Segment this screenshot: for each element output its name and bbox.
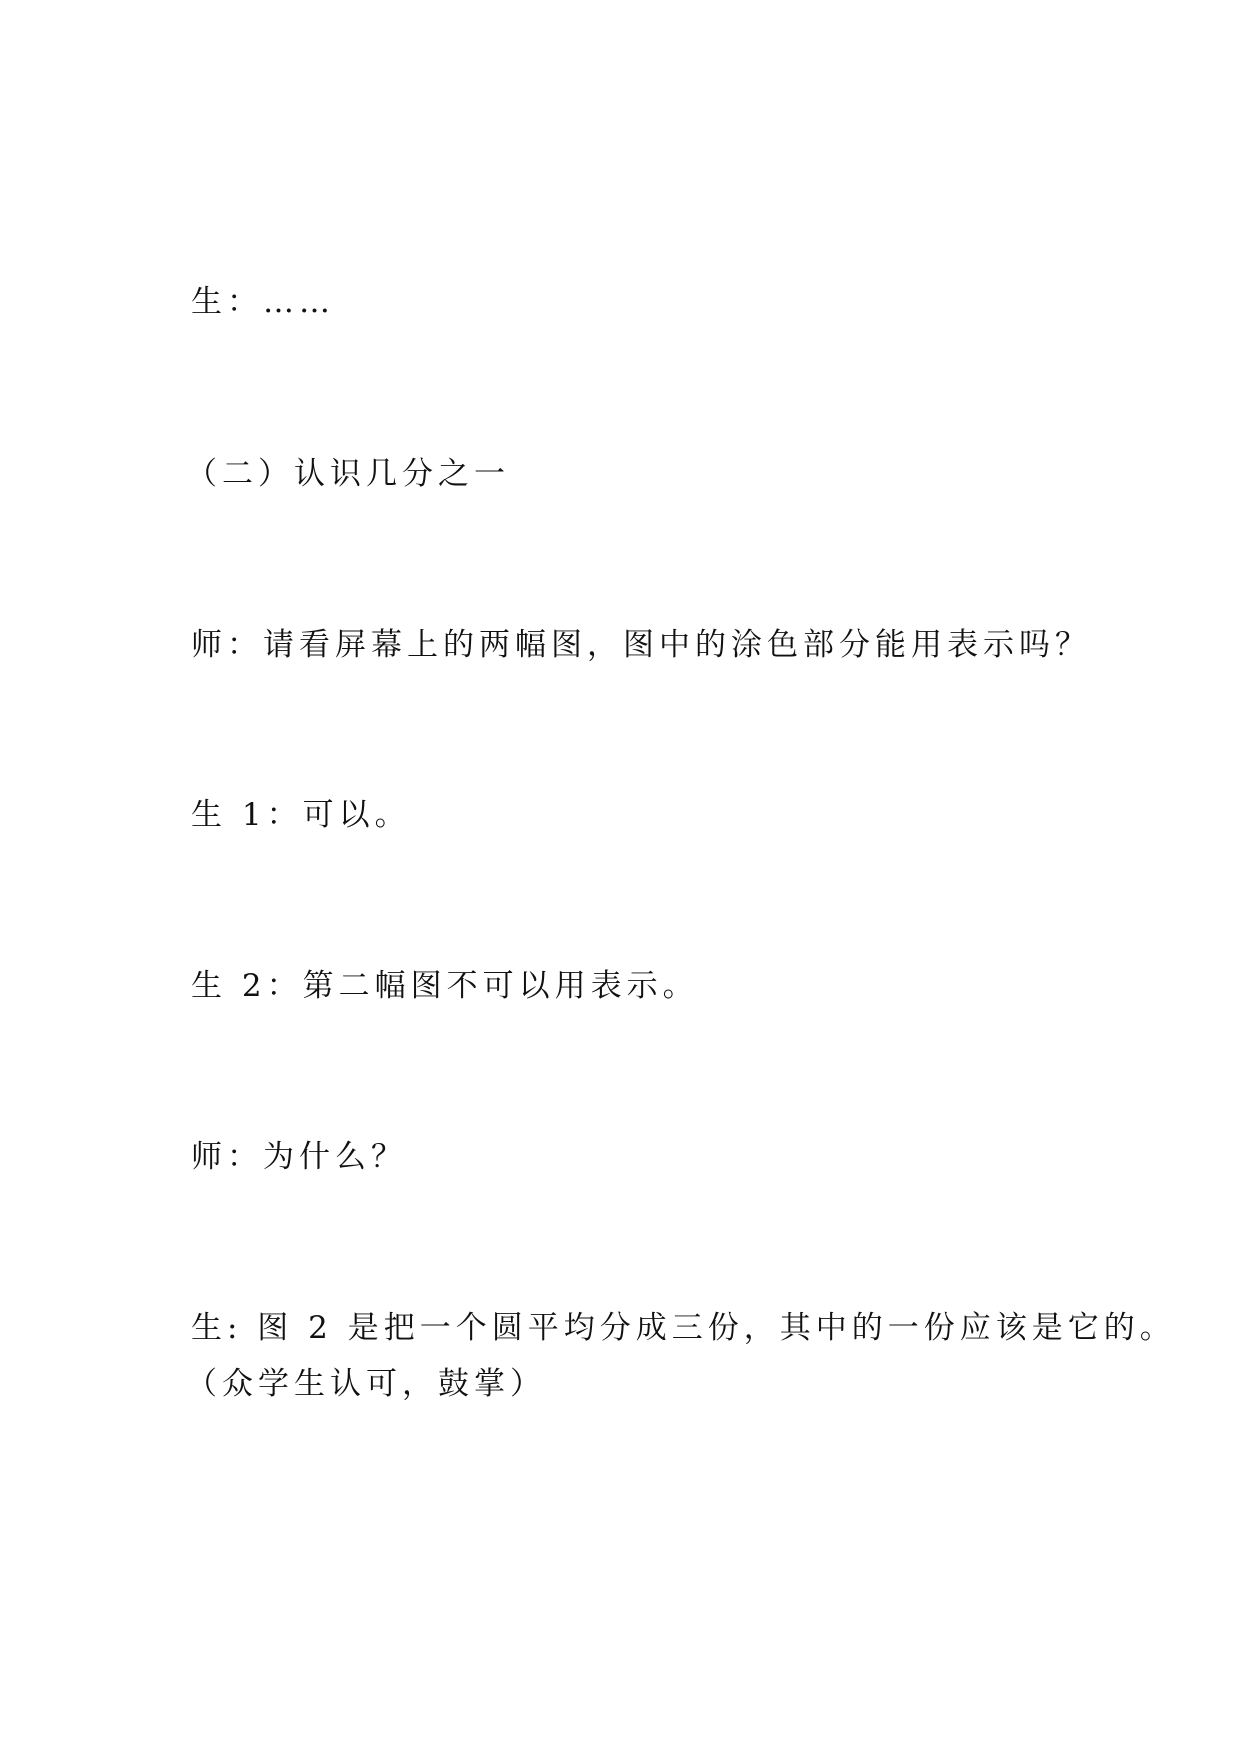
dialogue-line-student-answer: 生: 图 2 是把一个圆平均分成三份，其中的一份应该是它的。 bbox=[191, 1310, 1176, 1346]
stage-note: （众学生认可，鼓掌） bbox=[186, 1366, 546, 1402]
section-heading: （二）认识几分之一 bbox=[186, 456, 510, 492]
dialogue-line-student-2: 生 2：第二幅图不可以用表示。 bbox=[191, 968, 699, 1004]
dialogue-line-student-1: 生 1：可以。 bbox=[191, 797, 411, 833]
dialogue-line-teacher-question: 师：为什么？ bbox=[191, 1139, 407, 1175]
dialogue-line-student: 生：…… bbox=[191, 284, 335, 320]
dialogue-line-teacher: 师：请看屏幕上的两幅图，图中的涂色部分能用表示吗？ bbox=[191, 627, 1091, 663]
